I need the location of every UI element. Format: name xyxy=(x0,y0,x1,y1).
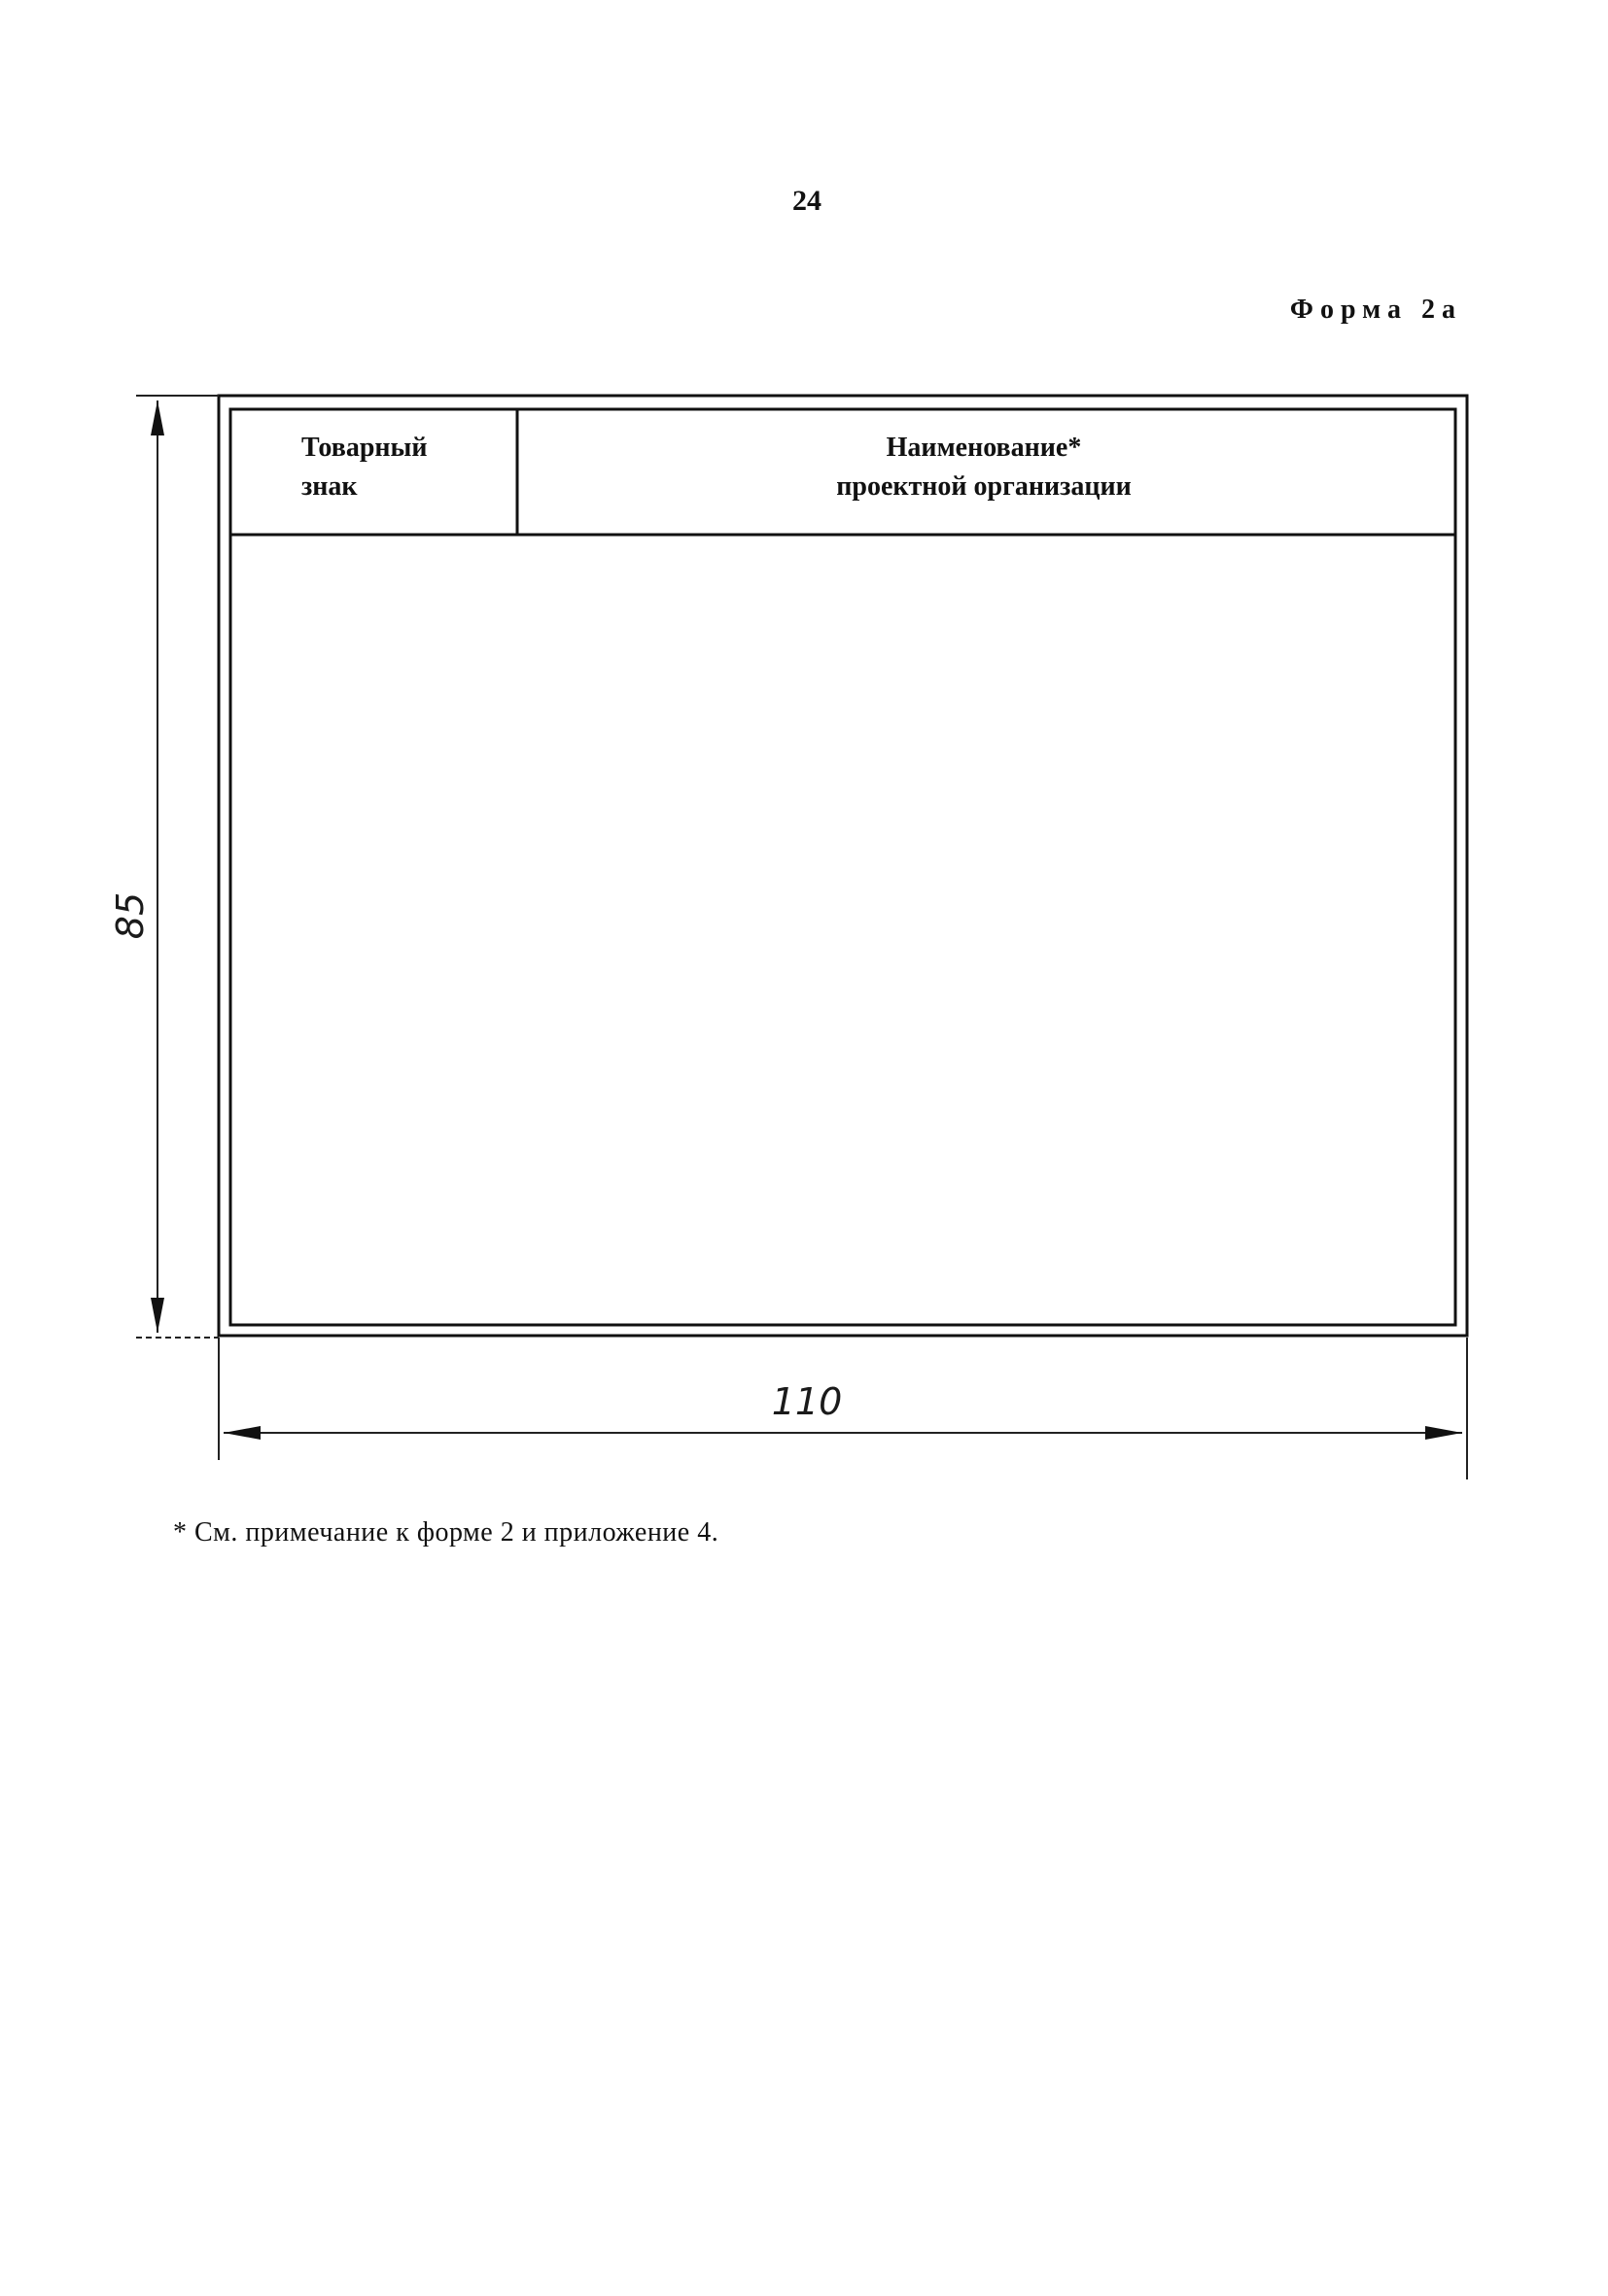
footnote: * См. примечание к форме 2 и приложение 4. xyxy=(173,1517,719,1548)
height-dimension-value: 85 xyxy=(109,891,152,940)
height-arrow-top xyxy=(151,400,164,435)
trademark-line-2: знак xyxy=(301,471,358,502)
form-label: Форма 2а xyxy=(1289,295,1462,325)
width-dimension-value: 110 xyxy=(771,1380,843,1423)
height-arrow-bottom xyxy=(151,1298,164,1333)
organization-name-cell xyxy=(517,429,1451,506)
width-arrow-right xyxy=(1425,1426,1462,1440)
width-arrow-left xyxy=(224,1426,261,1440)
form-inner-frame xyxy=(230,409,1455,1325)
page-number: 24 xyxy=(792,185,821,217)
organization-line-2: проектной организации xyxy=(836,471,1132,502)
organization-line-1: Наименование* xyxy=(886,433,1082,463)
trademark-line-1: Товарный xyxy=(301,433,428,463)
trademark-cell xyxy=(301,429,428,506)
form-outer-frame xyxy=(219,396,1467,1336)
